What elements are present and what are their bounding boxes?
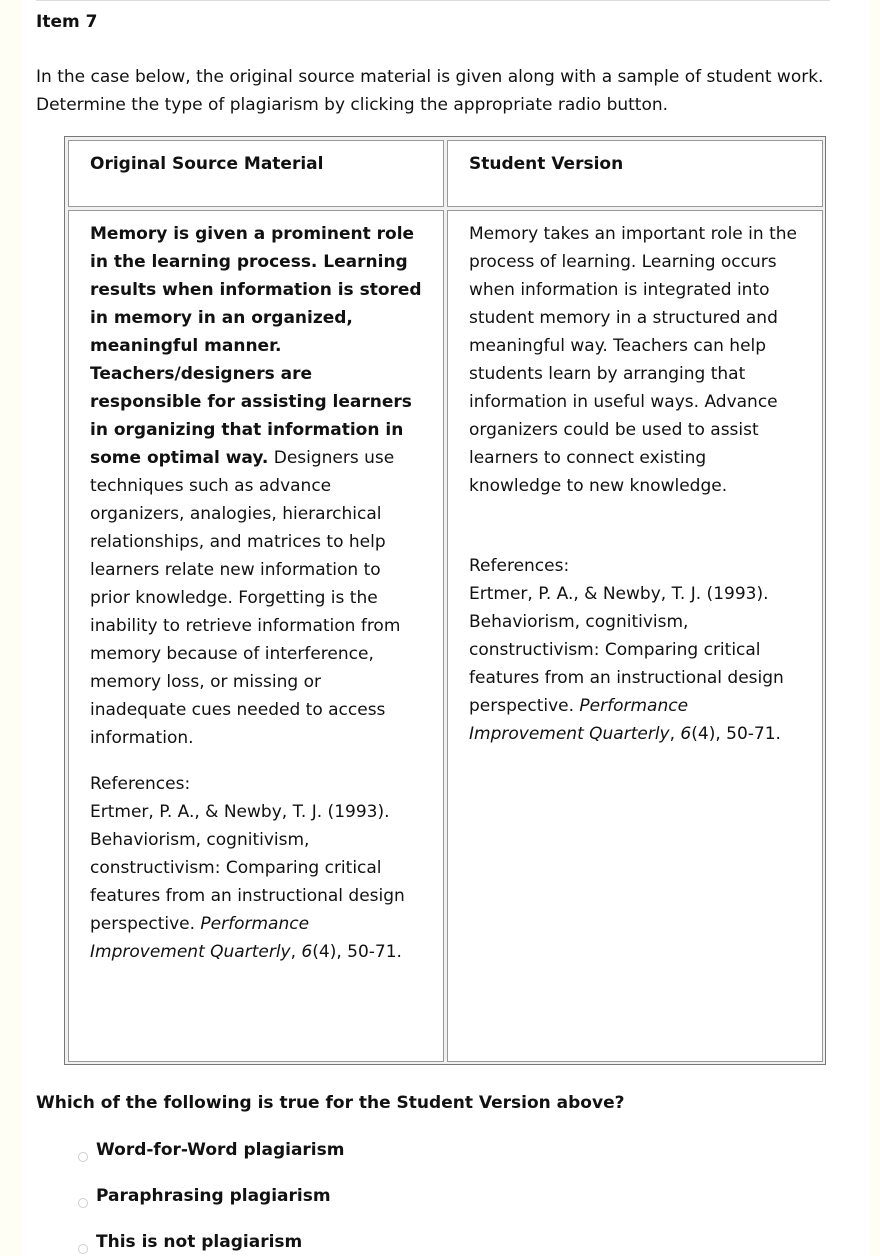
top-divider: [36, 0, 830, 1]
instructions: In the case below, the original source material is given along with a sample of student work. Determine the type of plagiarism by clicking the appropriate radio button.: [36, 67, 824, 115]
radio-button[interactable]: [78, 1198, 88, 1208]
question-prompt: Which of the following is true for the Student Version above?: [36, 1093, 625, 1113]
original-bold-text: Memory is given a prominent role in the learning process. Learning results when information is stored in memory in an organized, meaningful manner. Teachers/designers are responsible for assisting learners in organizing that information in some optimal way.: [90, 224, 422, 468]
option-label[interactable]: This is not plagiarism: [96, 1232, 303, 1252]
student-reference-journal: Performance Improvement Quarterly: [469, 696, 689, 744]
original-reference: Ertmer, P. A., & Newby, T. J. (1993). Behaviorism, cognitivism, constructivism: Comparing critical features from an instructional design perspective. Performance Improvement Quarterly, 6(4), 50-71.: [90, 802, 405, 962]
student-reference: Ertmer, P. A., & Newby, T. J. (1993). Behaviorism, cognitivism, constructivism: Comparing critical features from an instructional design perspective. Performance Improvement Quarterly, 6(4), 50-71.: [469, 584, 784, 744]
original-header: Original Source Material: [68, 140, 444, 207]
student-references-label: References:: [469, 556, 570, 576]
original-plain-text: Designers use techniques such as advance organizers, analogies, hierarchical relationships, and matrices to help learners relate new information to prior knowledge. Forgetting is the inability to retrieve information from memory because of interference, memory loss, or missing or inadequate cues needed to access information.: [90, 448, 401, 748]
item-title: Item 7: [36, 12, 98, 32]
comparison-table: [64, 136, 826, 1065]
page: [22, 0, 870, 1256]
original-reference-journal: Performance Improvement Quarterly: [90, 914, 310, 962]
original-text: [90, 220, 422, 752]
student-cell: [447, 210, 823, 1062]
radio-button[interactable]: [78, 1244, 88, 1254]
option-label[interactable]: Paraphrasing plagiarism: [96, 1186, 331, 1206]
student-reference-volume: 6: [680, 724, 692, 744]
option-label[interactable]: Word-for-Word plagiarism: [96, 1140, 345, 1160]
original-cell: [68, 210, 444, 1062]
original-references-label: References:: [90, 774, 191, 794]
student-text: Memory takes an important role in the process of learning. Learning occurs when information is integrated into student memory in a structured and meaningful way. Teachers can help students learn by arranging that information in useful ways. Advance organizers could be used to assist learners to connect existing knowledge to new knowledge.: [469, 224, 797, 496]
student-header: Student Version: [447, 140, 823, 207]
original-reference-volume: 6: [301, 942, 313, 962]
radio-button[interactable]: [78, 1152, 88, 1162]
